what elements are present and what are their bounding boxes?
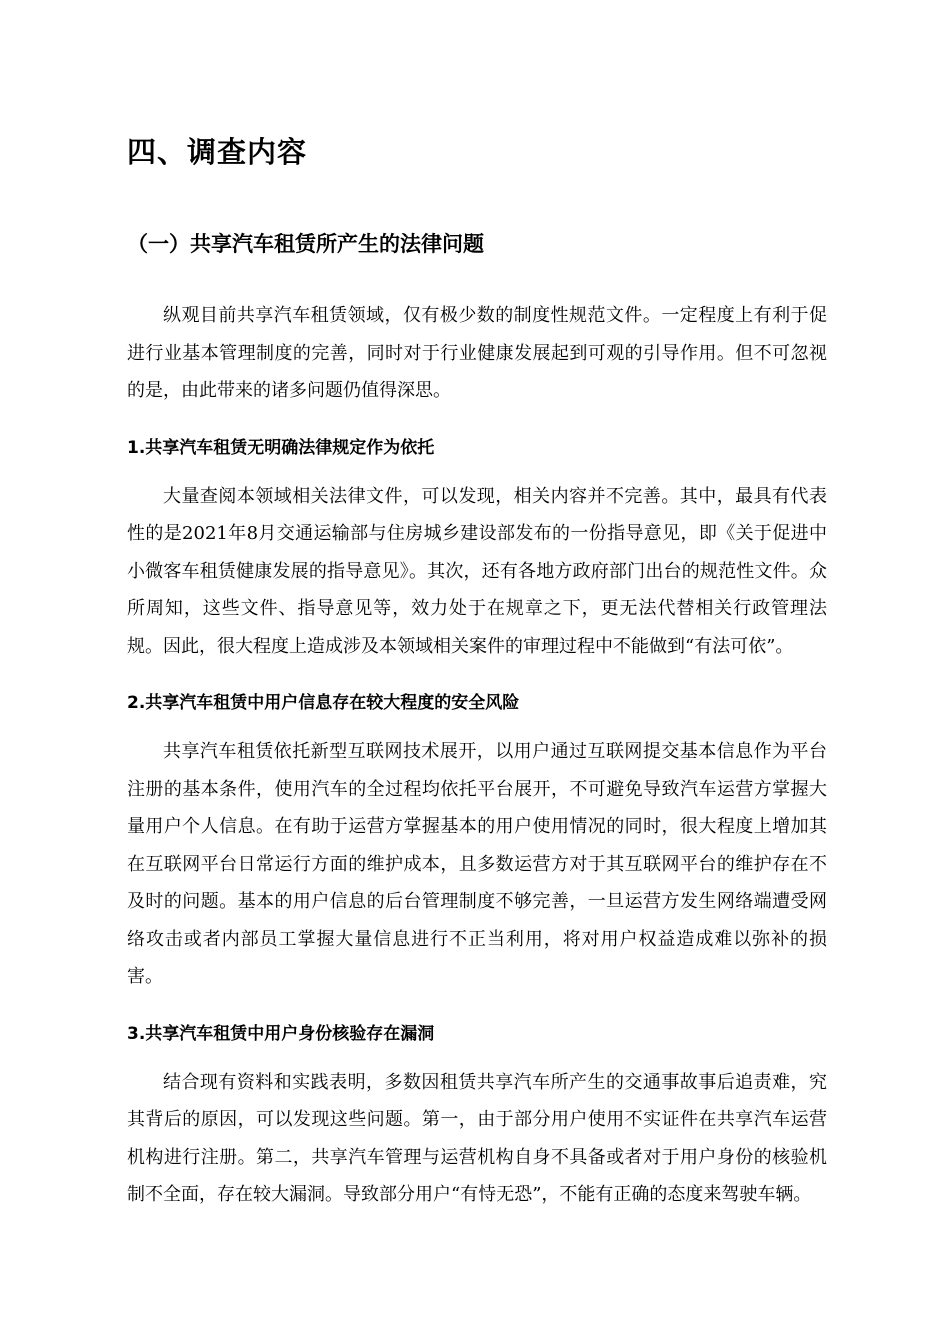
point-heading-2: 2.共享汽车租赁中用户信息存在较大程度的安全风险 xyxy=(127,693,520,713)
point-paragraph-3: 结合现有资料和实践表明，多数因租赁共享汽车所产生的交通事故事后追责难，究其背后的原因，可以发现这些问题。第一，由于部分用户使用不实证件在共享汽车运营机构进行注册。第二，共享汽车管理与运营机构自身不具备或者对于用户身份的核验机制不全面，存在较大漏洞。导致部分用户“有恃无恐”，不能有正确的态度来驾驶车辆。 xyxy=(127,1071,827,1205)
intro-paragraph: 纵观目前共享汽车租赁领域，仅有极少数的制度性规范文件。一定程度上有利于促进行业基本管理制度的完善，同时对于行业健康发展起到可观的引导作用。但不可忽视的是，由此带来的诸多问题仍值得深思。 xyxy=(127,305,827,401)
point-heading-3: 3.共享汽车租赁中用户身份核验存在漏洞 xyxy=(127,1023,435,1044)
point-paragraph-1: 大量查阅本领域相关法律文件，可以发现，相关内容并不完善。其中，最具有代表性的是2021年8月交通运输部与住房城乡建设部发布的一份指导意见，即《关于促进中小微客车租赁健康发展的指导意见》。其次，还有各地方政府部门出台的规范性文件。众所周知，这些文件、指导意见等，效力处于在规章之下，更无法代替相关行政管理法规。因此，很大程度上造成涉及本领域相关案件的审理过程中不能做到“有法可依”。 xyxy=(127,485,827,657)
subsection-title: （一）共享汽车租赁所产生的法律问题 xyxy=(127,232,484,256)
document-body xyxy=(127,132,827,1214)
point-heading-1: 1.共享汽车租赁无明确法律规定作为依托 xyxy=(127,437,435,458)
point-paragraph-2: 共享汽车租赁依托新型互联网技术展开，以用户通过互联网提交基本信息作为平台注册的基本条件，使用汽车的全过程均依托平台展开，不可避免导致汽车运营方掌握大量用户个人信息。在有助于运营方掌握基本的用户使用情况的同时，很大程度上增加其在互联网平台日常运行方面的维护成本，且多数运营方对于其互联网平台的维护存在不及时的问题。基本的用户信息的后台管理制度不够完善，一旦运营方发生网络端遭受网络攻击或者内部员工掌握大量信息进行不正当利用，将对用户权益造成难以弥补的损害。 xyxy=(127,741,827,987)
section-title: 四、调查内容 xyxy=(127,135,308,169)
